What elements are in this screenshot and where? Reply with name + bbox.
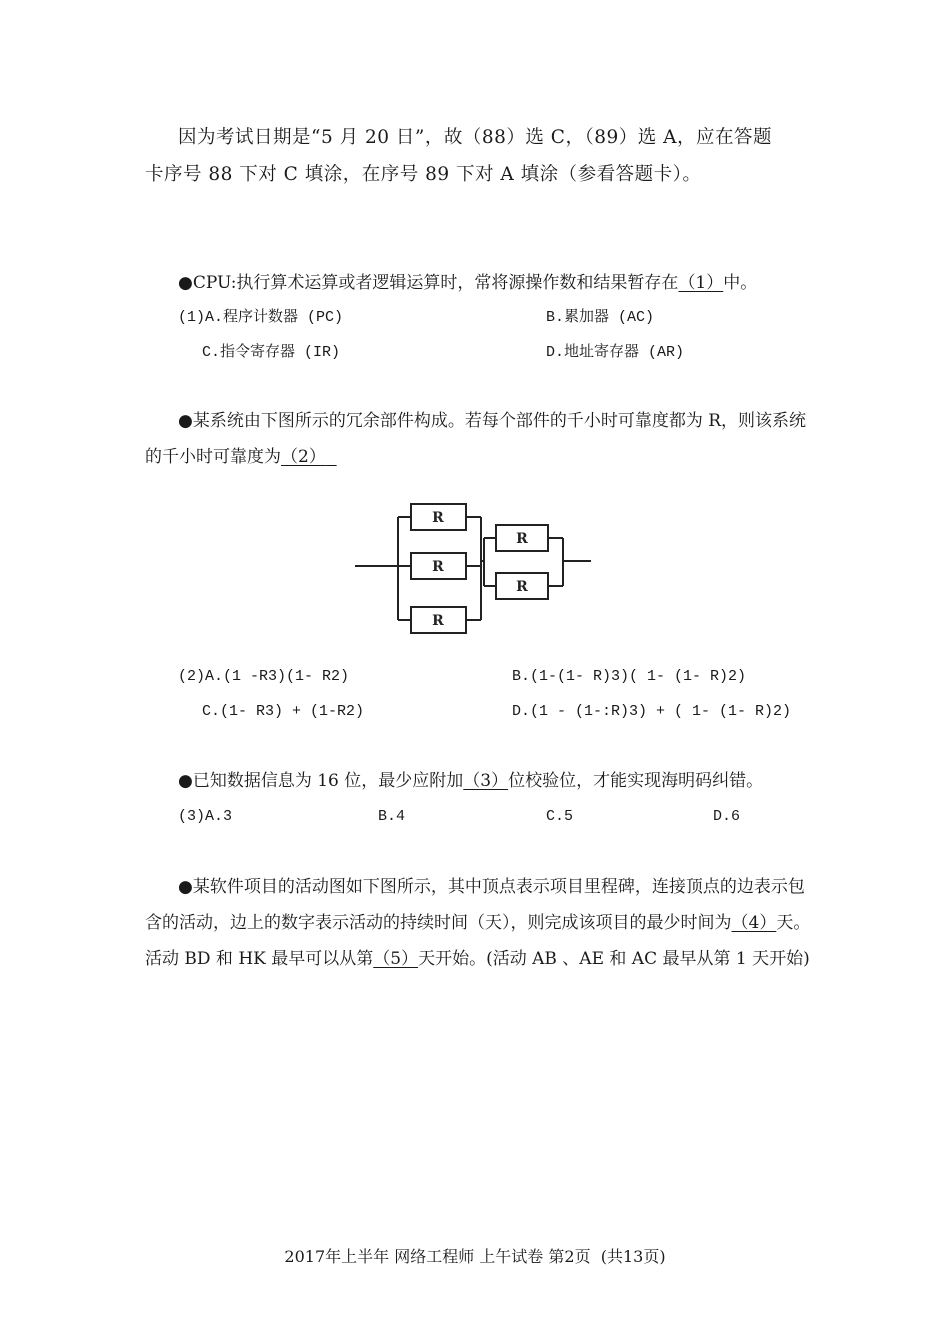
q2-option-d: D.(1 - (1-:R)3) + ( 1- (1- R)2): [512, 703, 792, 720]
intro-line-2: 卡序号 88 下对 C 填涂，在序号 89 下对 A 填涂（参看答题卡）。: [145, 164, 702, 185]
q4-stem-text: 含的活动，边上的数字表示活动的持续时间（天），则完成该项目的最少时间为: [145, 913, 732, 933]
q2-stem-text: 的千小时可靠度为: [145, 447, 281, 467]
q2-blank: （2）: [281, 447, 326, 467]
q3-stem-end: 位校验位，才能实现海明码纠错。: [508, 771, 764, 791]
q1-option-d: D.地址寄存器 (AR): [546, 344, 685, 361]
q1-stem: [178, 272, 757, 294]
q3-stem-text: ●已知数据信息为 16 位，最少应附加: [178, 771, 464, 791]
intro-line-1: 因为考试日期是“5 月 20 日”，故（88）选 C，（89）选 A，应在答题: [178, 127, 772, 148]
q5-stem-line: [145, 948, 810, 970]
q4-stem-line-2: [145, 912, 810, 934]
q1-option-b: B.累加器 (AC): [546, 309, 655, 326]
q4-stem-end: 天。: [776, 913, 811, 933]
q1-stem-end: 中。: [723, 273, 758, 293]
component-label-2: R: [432, 559, 444, 575]
component-label-3: R: [432, 613, 444, 629]
component-label-4: R: [516, 531, 528, 547]
page-footer: 2017年上半年 网络工程师 上午试卷 第2页 (共13页): [284, 1247, 666, 1266]
q1-blank: （1）: [678, 273, 724, 293]
q2-option-b: B.(1-(1- R)3)( 1- (1- R)2): [512, 668, 747, 685]
q1-option-c: C.指令寄存器 (IR): [202, 344, 341, 361]
q3-option-c: C.5: [546, 808, 574, 825]
q5-stem-text: 活动 BD 和 HK 最早可以从第: [145, 949, 374, 969]
redundancy-diagram: [355, 490, 595, 636]
q2-option-c: C.(1- R3) + (1-R2): [202, 703, 365, 720]
q2-stem-line-1: ●某系统由下图所示的冗余部件构成。若每个部件的千小时可靠度都为 R，则该系统: [178, 411, 807, 431]
q2-stem-line-2: [145, 446, 337, 468]
q3-option-a: (3)A.3: [178, 808, 233, 825]
q4-stem-line-1: ●某软件项目的活动图如下图所示，其中顶点表示项目里程碑，连接顶点的边表示包: [178, 877, 805, 897]
q1-option-a: (1)A.程序计数器 (PC): [178, 309, 344, 326]
q3-option-d: D.6: [713, 808, 741, 825]
q5-stem-end: 天开始。(活动 AB 、AE 和 AC 最早从第 1 天开始): [418, 949, 810, 969]
component-label-1: R: [432, 510, 444, 526]
component-label-5: R: [516, 579, 528, 595]
q2-option-a: (2)A.(1 -R3)(1- R2): [178, 668, 350, 685]
q4-blank: （4）: [731, 913, 777, 933]
q3-option-b: B.4: [378, 808, 406, 825]
q5-blank: （5）: [373, 949, 419, 969]
q3-stem: [178, 770, 763, 792]
q3-blank: （3）: [463, 771, 509, 791]
q1-stem-text: ●CPU:执行算术运算或者逻辑运算时，常将源操作数和结果暂存在: [178, 273, 679, 293]
